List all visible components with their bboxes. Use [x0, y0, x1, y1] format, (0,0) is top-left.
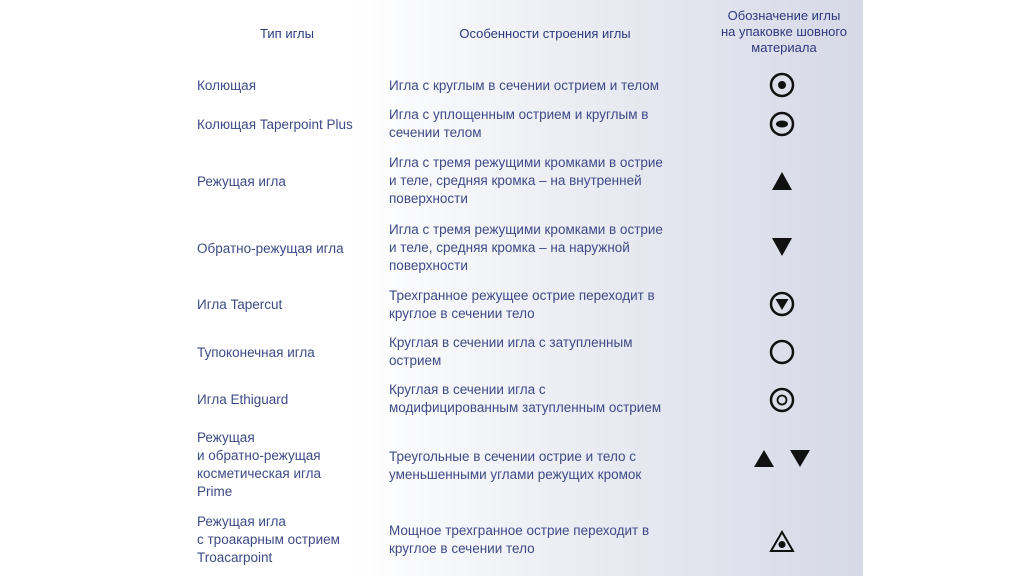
circle-dot-icon [767, 70, 797, 100]
row-9-features: Мощное трехгранное острие переходит в круглое в сечении тело [389, 523, 650, 556]
row-2-features: Игла с уплощенным острием и круглым в сечении телом [389, 107, 649, 140]
row-6-type: Тупоконечная игла [197, 345, 315, 360]
triangle-dot-icon [767, 527, 797, 557]
row-8-type: Режущая и обратно-режущая косметическая игла Prime [197, 430, 321, 499]
row-6-features: Круглая в сечении игла с затупленным острием [389, 335, 633, 368]
circle-empty-icon [767, 337, 797, 367]
circle-triangle-down-icon [767, 289, 797, 319]
row-4-features: Игла с тремя режущими кромками в острие и теле, средняя кромка – на наружной поверхности [389, 222, 663, 273]
row-2-type: Колющая Taperpoint Plus [197, 117, 353, 132]
row-9-type: Режущая игла с троакарным острием Troacarpoint [197, 514, 340, 565]
row-7-features: Круглая в сечении игла с модифицированным затупленным острием [389, 382, 662, 415]
row-7-type: Игла Ethiguard [197, 392, 289, 407]
row-4-type: Обратно-режущая игла [197, 241, 344, 256]
header-designation: Обозначение иглы на упаковке шовного материала [720, 8, 848, 55]
header-features: Особенности строения иглы [459, 26, 631, 41]
circle-flat-icon [767, 109, 797, 139]
triangle-pair-icon [750, 443, 814, 473]
row-3-type: Режущая игла [197, 174, 286, 189]
row-8-features: Треугольные в сечении острие и тело с уменьшенными углами режущих кромок [389, 449, 642, 482]
row-5-features: Трехгранное режущее острие переходит в круглое в сечении тело [389, 288, 655, 321]
circle-ring-icon [767, 385, 797, 415]
row-1-features: Игла с круглым в сечении острием и телом [389, 78, 660, 93]
header-type: Тип иглы [260, 26, 314, 41]
row-1-type: Колющая [197, 78, 257, 93]
row-3-features: Игла с тремя режущими кромками в острие и теле, средняя кромка – на внутренней поверхности [389, 155, 663, 206]
triangle-up-icon [767, 166, 797, 196]
triangle-down-icon [767, 232, 797, 262]
row-5-type: Игла Tapercut [197, 297, 283, 312]
